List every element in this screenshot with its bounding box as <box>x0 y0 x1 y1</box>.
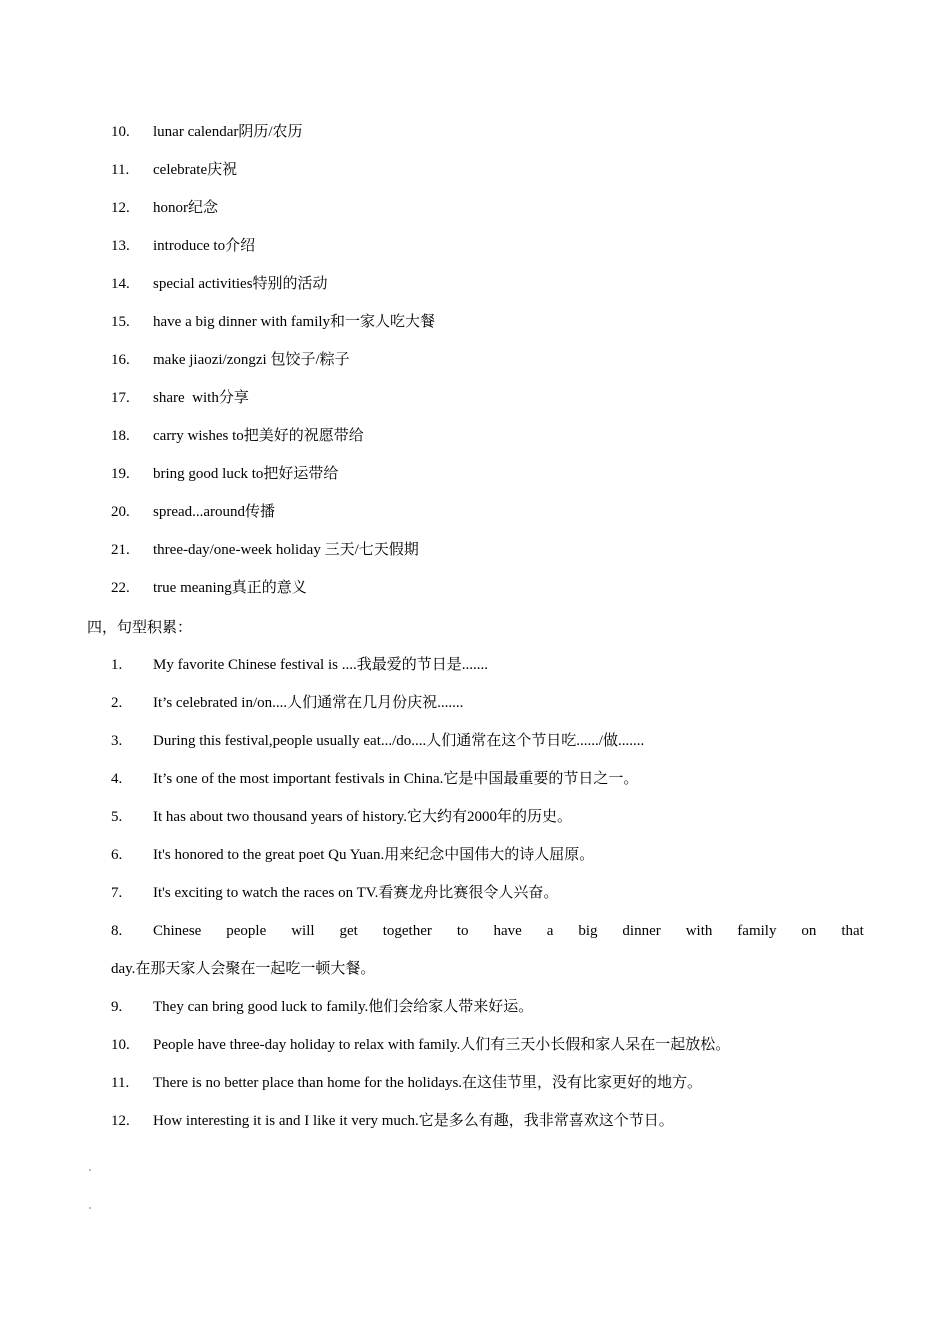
item-text: make jiaozi/zongzi 包饺子/粽子 <box>153 352 350 368</box>
item-text: How interesting it is and I like it very much.它是多么有趣，我非常喜欢这个节日。 <box>153 1113 674 1129</box>
item-text: They can bring good luck to family.他们会给家人带来好运。 <box>153 999 534 1015</box>
item-text: It's honored to the great poet Qu Yuan.用来纪念中国伟大的诗人屈原。 <box>153 847 595 863</box>
item-text: It's exciting to watch the races on TV.看赛龙舟比赛很令人兴奋。 <box>153 885 559 901</box>
sentence-word: people <box>226 923 267 939</box>
justified-sentence-line <box>153 919 864 943</box>
sentence-word: have <box>493 923 522 939</box>
item-number: 12. <box>111 200 130 216</box>
sentence-word: dinner <box>622 923 661 939</box>
item-text: carry wishes to把美好的祝愿带给 <box>153 428 364 444</box>
item-number: 10. <box>111 1037 130 1053</box>
item-number: 3. <box>111 733 123 749</box>
item-text: introduce to介绍 <box>153 238 256 254</box>
item-text: People have three-day holiday to relax with family.人们有三天小长假和家人呆在一起放松。 <box>153 1037 731 1053</box>
sentence-word: big <box>578 923 598 939</box>
item-text: It’s celebrated in/on....人们通常在几月份庆祝....... <box>153 695 464 711</box>
item-number: 12. <box>111 1113 130 1129</box>
item-text: bring good luck to把好运带给 <box>153 466 339 482</box>
item-number: 2. <box>111 695 123 711</box>
sentence-word: family <box>737 923 777 939</box>
sentence-word: on <box>801 923 817 939</box>
item-text: have a big dinner with family和一家人吃大餐 <box>153 314 436 330</box>
item-number: 1. <box>111 657 123 673</box>
item-number: 5. <box>111 809 123 825</box>
item-number: 10. <box>111 124 130 140</box>
item-text: During this festival,people usually eat.../do....人们通常在这个节日吃....../做....... <box>153 733 645 749</box>
item-text: true meaning真正的意义 <box>153 580 307 596</box>
sentence-continuation: day.在那天家人会聚在一起吃一顿大餐。 <box>111 961 376 977</box>
item-text: It’s one of the most important festivals in China.它是中国最重要的节日之一。 <box>153 771 639 787</box>
item-number: 14. <box>111 276 130 292</box>
item-text: celebrate庆祝 <box>153 162 238 178</box>
item-text: share with分享 <box>153 390 249 406</box>
sentence-word: Chinese <box>153 923 202 939</box>
sentence-word: get <box>339 923 358 939</box>
item-number: 11. <box>111 162 130 178</box>
item-number: 20. <box>111 504 130 520</box>
item-number: 4. <box>111 771 123 787</box>
item-text: There is no better place than home for the holidays.在这佳节里，没有比家更好的地方。 <box>153 1075 703 1091</box>
item-number: 9. <box>111 999 123 1015</box>
item-number: 16. <box>111 352 130 368</box>
item-number: 19. <box>111 466 130 482</box>
sentence-word: that <box>841 923 864 939</box>
item-number: 11. <box>111 1075 130 1091</box>
item-number: 17. <box>111 390 130 406</box>
item-number: 18. <box>111 428 130 444</box>
item-number: 22. <box>111 580 130 596</box>
item-number: 7. <box>111 885 123 901</box>
item-text: three-day/one-week holiday 三天/七天假期 <box>153 542 419 558</box>
sentence-word: a <box>546 923 554 939</box>
item-text: My favorite Chinese festival is ....我最爱的节日是....... <box>153 657 488 673</box>
item-number: 13. <box>111 238 130 254</box>
item-text: special activities特别的活动 <box>153 276 328 292</box>
item-text: It has about two thousand years of history.它大约有2000年的历史。 <box>153 809 572 825</box>
item-number: 8. <box>111 923 123 939</box>
item-text: honor纪念 <box>153 200 218 216</box>
sentence-word: to <box>456 923 469 939</box>
paragraph-mark <box>89 1169 91 1171</box>
item-number: 21. <box>111 542 130 558</box>
item-number: 6. <box>111 847 123 863</box>
item-text: lunar calendar阴历/农历 <box>153 124 303 140</box>
sentence-word: together <box>382 923 432 939</box>
item-text: spread...around传播 <box>153 504 276 520</box>
item-number: 15. <box>111 314 130 330</box>
sentence-word: will <box>291 923 315 939</box>
sentence-word: with <box>685 923 713 939</box>
section-heading: 四，句型积累： <box>87 620 193 636</box>
paragraph-mark <box>89 1207 91 1209</box>
